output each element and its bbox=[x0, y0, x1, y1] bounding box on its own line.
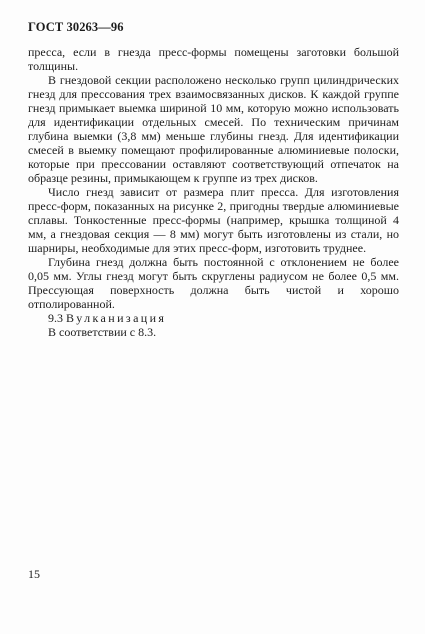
paragraph-1: пресса, если в гнезда пресс-формы помещены заготовки большой толщины. bbox=[28, 45, 399, 73]
page-number: 15 bbox=[28, 567, 40, 581]
document-code-header: ГОСТ 30263—96 bbox=[28, 20, 124, 34]
section-text: В соответствии с 8.3. bbox=[48, 325, 157, 339]
section-number: 9.3 bbox=[48, 311, 63, 325]
paragraph-3: Число гнезд зависит от размера плит пресса. Для изготовления пресс-форм, показанных на рисунке 2, пригодны твердые алюминиевые сплавы. Тонкостенные пресс-формы (например, крышка толщиной 4 мм, а гнездовая секция — 8 мм) могут быть изготовлены из стали, но шарниры, необходимые для этих пресс-форм, изготовить труднее. bbox=[28, 185, 399, 255]
section-title: Вулканизация bbox=[66, 311, 167, 325]
paragraph-4: Глубина гнезд должна быть постоянной с отклонением не более 0,05 мм. Углы гнезд могут быть скруглены радиусом не более 0,5 мм. Прессующая поверхность должна быть чистой и хорошо отполированной. bbox=[28, 255, 399, 311]
body-text bbox=[28, 45, 399, 339]
section-heading bbox=[28, 311, 399, 325]
paragraph-2: В гнездовой секции расположено несколько групп цилиндрических гнезд для прессования трех взаимосвязанных дисков. К каждой группе гнезд примыкает выемка шириной 10 мм, которую можно использовать для идентификации отдельных смесей. По техническим причинам глубина выемки (3,8 мм) меньше глубины гнезд. Для идентификации смесей в выемку помещают профилированные алюминиевые полоски, которые при прессовании оставляют соответствующий отпечаток на образце резины, примыкающем к группе из трех дисков. bbox=[28, 73, 399, 185]
